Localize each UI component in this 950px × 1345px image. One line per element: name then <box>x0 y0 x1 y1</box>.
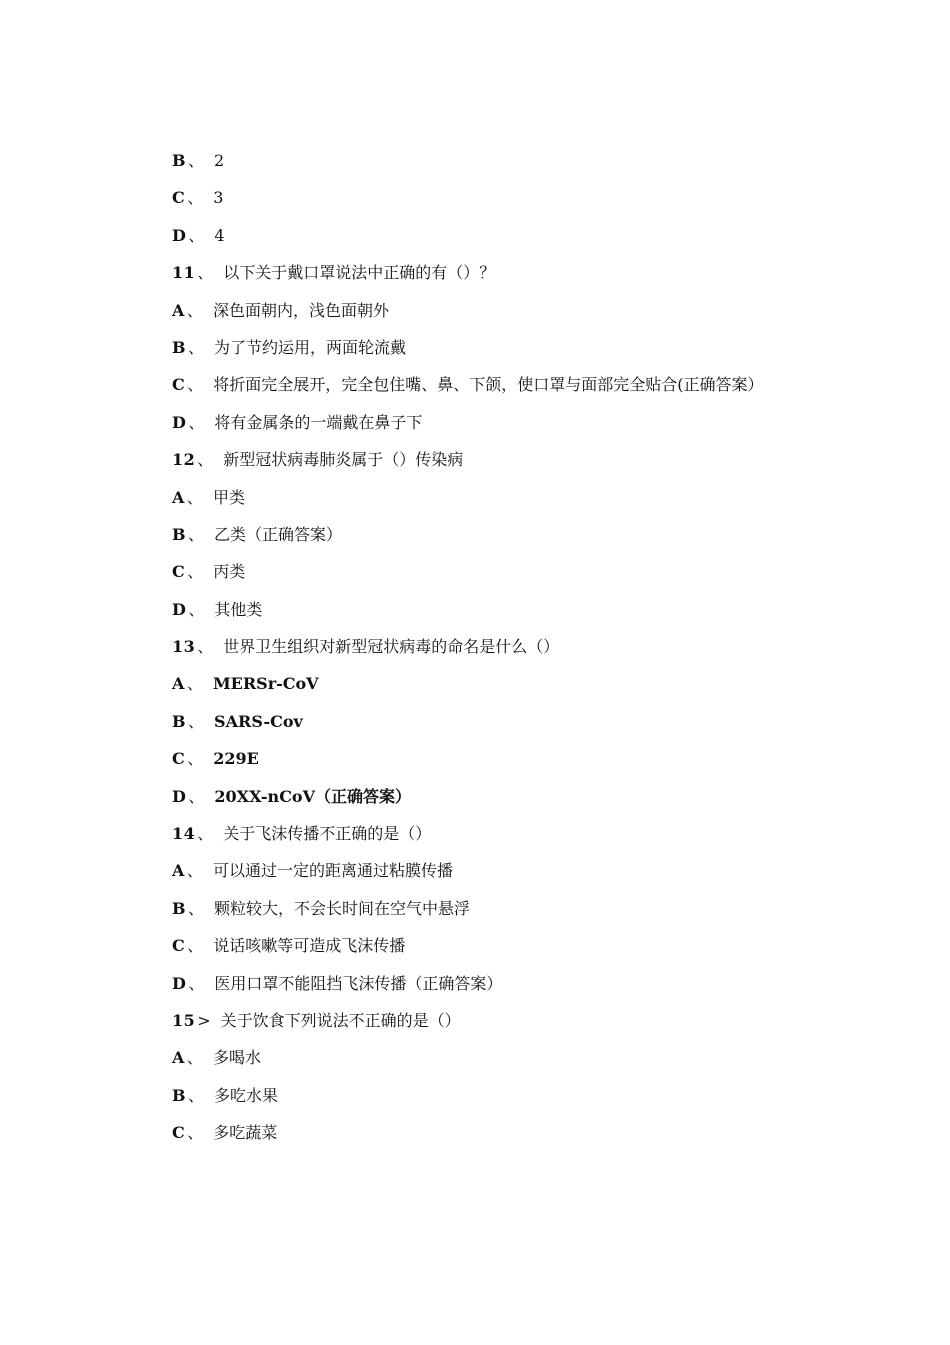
option-line <box>172 335 872 372</box>
option-text: 4 <box>214 225 225 245</box>
question-line <box>172 1008 872 1045</box>
option-line <box>172 896 872 933</box>
separator: 、 <box>186 674 203 694</box>
option-letter: B <box>172 524 187 544</box>
separator: 、 <box>186 1048 203 1068</box>
option-line <box>172 410 872 447</box>
option-text: 3 <box>213 188 224 208</box>
question-text: 世界卫生组织对新型冠状病毒的命名是什么（） <box>223 637 560 657</box>
separator: 、 <box>187 562 204 582</box>
option-letter: D <box>172 599 187 619</box>
option-line <box>172 671 872 708</box>
separator: 、 <box>197 637 214 657</box>
separator: 、 <box>197 824 214 844</box>
option-letter: B <box>172 898 187 918</box>
question-number: 11 <box>172 263 196 283</box>
separator: 、 <box>186 300 203 320</box>
option-text: 将折面完全展开，完全包住嘴、鼻、下颌，使口罩与面部完全贴合(正确答案） <box>213 375 764 395</box>
option-text: 甲类 <box>212 487 245 507</box>
option-line <box>172 709 872 746</box>
option-letter: D <box>172 786 187 806</box>
separator: 、 <box>186 487 203 507</box>
option-letter: A <box>172 861 185 881</box>
option-text: 多喝水 <box>212 1048 261 1068</box>
separator: 、 <box>187 188 204 208</box>
option-letter: B <box>172 1085 187 1105</box>
option-text: 20XX-nCoV（正确答案） <box>214 786 412 806</box>
separator: 、 <box>187 1123 204 1143</box>
option-line <box>172 784 872 821</box>
separator: 、 <box>186 861 203 881</box>
option-letter: C <box>172 1123 186 1143</box>
option-text: MERSr-CoV <box>212 674 319 694</box>
question-line <box>172 260 872 297</box>
separator: 、 <box>188 786 205 806</box>
separator: 、 <box>187 936 204 956</box>
option-letter: C <box>172 936 186 956</box>
question-text: 以下关于戴口罩说法中正确的有（）？ <box>223 263 496 283</box>
separator: 、 <box>188 1085 205 1105</box>
option-text: 医用口罩不能阻挡飞沫传播（正确答案） <box>214 973 503 993</box>
option-letter: C <box>172 749 186 769</box>
option-line <box>172 185 872 222</box>
question-number: 13 <box>172 637 196 657</box>
option-line <box>172 372 872 409</box>
option-line <box>172 597 872 634</box>
question-text: 关于飞沫传播不正确的是（） <box>223 824 432 844</box>
option-line <box>172 1120 872 1157</box>
separator: 、 <box>188 599 205 619</box>
option-text: 多吃水果 <box>214 1085 279 1105</box>
option-line <box>172 858 872 895</box>
separator: 、 <box>188 337 205 357</box>
option-line <box>172 148 872 185</box>
option-line <box>172 1045 872 1082</box>
separator: 、 <box>187 749 204 769</box>
option-text: 乙类（正确答案） <box>214 524 343 544</box>
question-number: 14 <box>172 824 196 844</box>
option-letter: B <box>172 337 187 357</box>
separator: 、 <box>188 412 205 432</box>
separator: 、 <box>197 450 214 470</box>
question-number: 12 <box>172 450 196 470</box>
option-letter: A <box>172 674 185 694</box>
separator: 、 <box>188 973 205 993</box>
option-text: 2 <box>214 151 225 170</box>
option-letter: D <box>172 225 187 245</box>
separator: 、 <box>197 263 214 283</box>
quiz-content <box>172 148 872 1158</box>
question-line <box>172 821 872 858</box>
separator: > <box>197 1010 211 1030</box>
option-letter: B <box>172 711 187 731</box>
option-letter: A <box>172 487 185 507</box>
option-letter: C <box>172 188 186 208</box>
option-line <box>172 522 872 559</box>
option-text: 颗粒较大，不会长时间在空气中悬浮 <box>214 898 471 918</box>
option-letter: B <box>172 151 187 170</box>
option-text: 将有金属条的一端戴在鼻子下 <box>214 412 423 432</box>
option-line <box>172 971 872 1008</box>
option-text: 丙类 <box>213 562 246 582</box>
option-text: 深色面朝内，浅色面朝外 <box>212 300 389 320</box>
separator: 、 <box>188 151 205 170</box>
option-letter: C <box>172 562 186 582</box>
option-text: 说话咳嗽等可造成飞沫传播 <box>213 936 406 956</box>
question-text: 新型冠状病毒肺炎属于（）传染病 <box>223 450 464 470</box>
option-letter: A <box>172 300 185 320</box>
option-text: 可以通过一定的距离通过粘膜传播 <box>212 861 453 881</box>
option-text: 229E <box>213 749 259 769</box>
option-line <box>172 1083 872 1120</box>
question-number: 15 <box>172 1010 196 1030</box>
question-text: 关于饮食下列说法不正确的是（） <box>220 1010 461 1030</box>
separator: 、 <box>188 711 205 731</box>
option-text: 其他类 <box>214 599 263 619</box>
separator: 、 <box>188 524 205 544</box>
separator: 、 <box>187 375 204 395</box>
option-line <box>172 485 872 522</box>
option-line <box>172 298 872 335</box>
option-letter: A <box>172 1048 185 1068</box>
option-letter: D <box>172 412 187 432</box>
option-letter: C <box>172 375 186 395</box>
option-line <box>172 559 872 596</box>
option-text: 多吃蔬菜 <box>213 1123 278 1143</box>
question-line <box>172 447 872 484</box>
option-line <box>172 933 872 970</box>
option-text: SARS-Cov <box>214 711 303 731</box>
question-line <box>172 634 872 671</box>
separator: 、 <box>188 898 205 918</box>
option-letter: D <box>172 973 187 993</box>
option-line <box>172 746 872 783</box>
separator: 、 <box>188 225 205 245</box>
option-line <box>172 223 872 260</box>
option-text: 为了节约运用，两面轮流戴 <box>214 337 407 357</box>
